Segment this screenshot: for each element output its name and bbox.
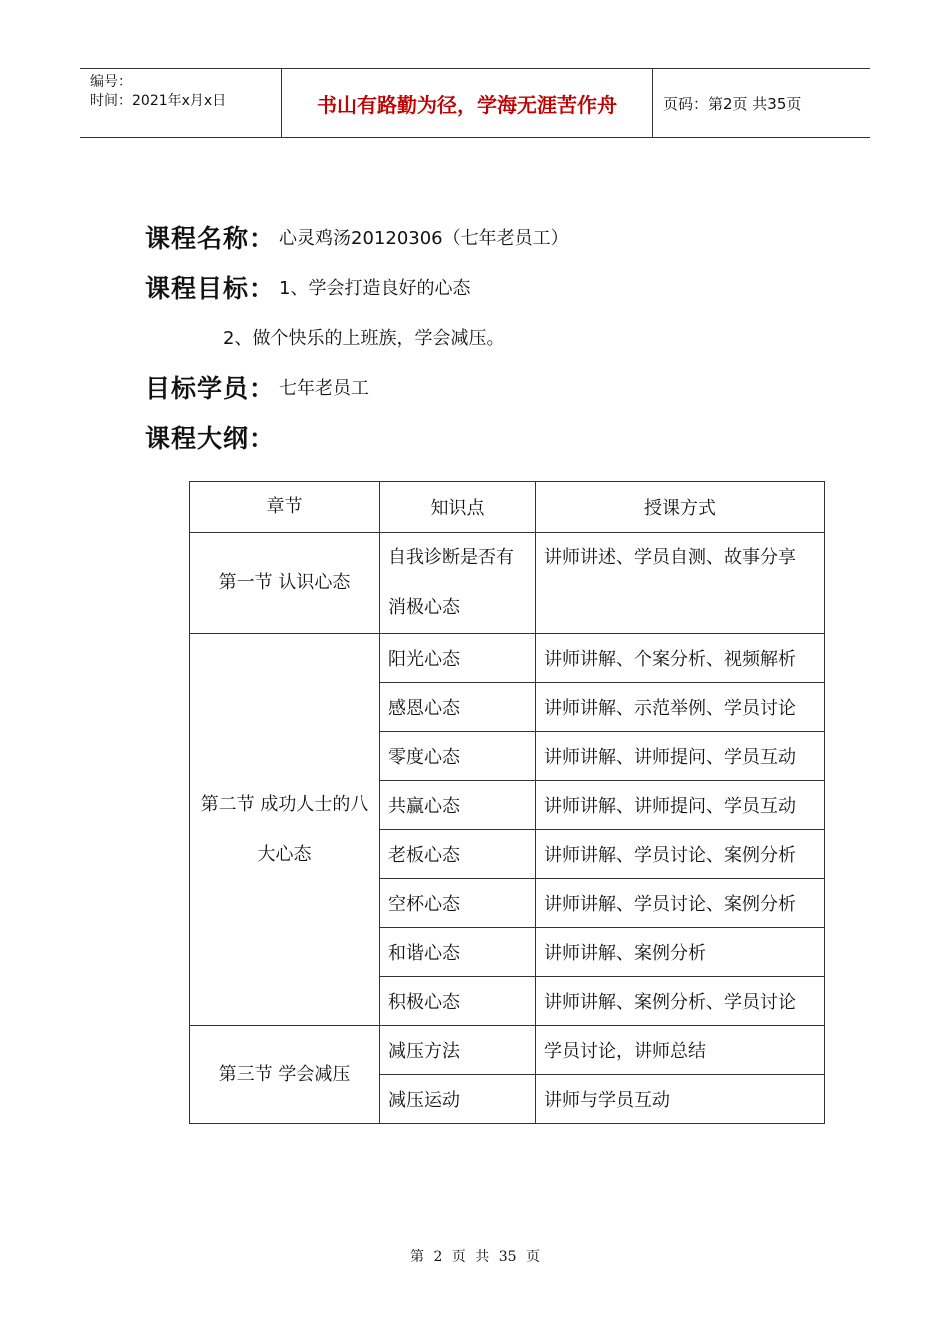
target-students-value: 七年老员工 [279,378,370,399]
course-goal-label: 课程目标： [145,274,276,303]
section-name: 第三节 学会减压 [190,1026,380,1124]
teaching-method: 讲师讲解、讲师提问、学员互动 [536,781,825,830]
course-outline-label: 课程大纲： [145,424,276,453]
knowledge-point: 减压运动 [380,1075,536,1124]
section-name: 第二节 成功人士的八大心态 [190,634,380,1026]
teaching-method: 讲师讲解、讲师提问、学员互动 [536,732,825,781]
table-header-row [190,482,825,533]
table-row [190,634,825,683]
course-goal-row-2 [145,312,845,362]
teaching-method: 讲师讲解、个案分析、视频解析 [536,634,825,683]
teaching-method: 讲师讲解、示范举例、学员讨论 [536,683,825,732]
teaching-method: 学员讨论，讲师总结 [536,1026,825,1075]
knowledge-point: 老板心态 [380,830,536,879]
teaching-method: 讲师讲述、学员自测、故事分享 [536,533,825,634]
teaching-method: 讲师讲解、学员讨论、案例分析 [536,830,825,879]
course-info [145,212,845,462]
header-meta [80,69,281,137]
knowledge-point: 自我诊断是否有消极心态 [380,533,536,634]
course-outline-row [145,412,845,462]
teaching-method: 讲师讲解、案例分析、学员讨论 [536,977,825,1026]
knowledge-point: 感恩心态 [380,683,536,732]
knowledge-point: 阳光心态 [380,634,536,683]
header-motto: 书山有路勤为径，学海无涯苦作舟 [281,69,653,137]
course-outline-table [189,481,825,1124]
course-goal-row [145,262,845,312]
knowledge-point: 积极心态 [380,977,536,1026]
target-students-label: 目标学员： [145,374,276,403]
section-name: 第一节 认识心态 [190,533,380,634]
header-page-info: 页码：第2页 共35页 [663,94,802,113]
page-header [80,68,870,138]
number-label: 编号： [90,74,132,90]
table-row [190,1026,825,1075]
course-name-row [145,212,845,262]
column-header-chapter: 章节 [190,482,380,533]
knowledge-point: 减压方法 [380,1026,536,1075]
course-name-value: 心灵鸡汤20120306（七年老员工） [279,228,569,249]
teaching-method: 讲师讲解、学员讨论、案例分析 [536,879,825,928]
time-label: 时间：2021年x月x日 [90,93,227,109]
teaching-method: 讲师讲解、案例分析 [536,928,825,977]
course-goal-2: 2、做个快乐的上班族，学会减压。 [223,328,505,349]
knowledge-point: 共赢心态 [380,781,536,830]
knowledge-point: 和谐心态 [380,928,536,977]
knowledge-point: 空杯心态 [380,879,536,928]
course-name-label: 课程名称： [145,224,276,253]
teaching-method: 讲师与学员互动 [536,1075,825,1124]
page-footer: 第 2 页 共 35 页 [410,1249,540,1265]
target-students-row [145,362,845,412]
column-header-knowledge-point: 知识点 [380,482,536,533]
course-goal-1: 1、学会打造良好的心态 [279,278,471,299]
column-header-teaching-method: 授课方式 [536,482,825,533]
knowledge-point: 零度心态 [380,732,536,781]
